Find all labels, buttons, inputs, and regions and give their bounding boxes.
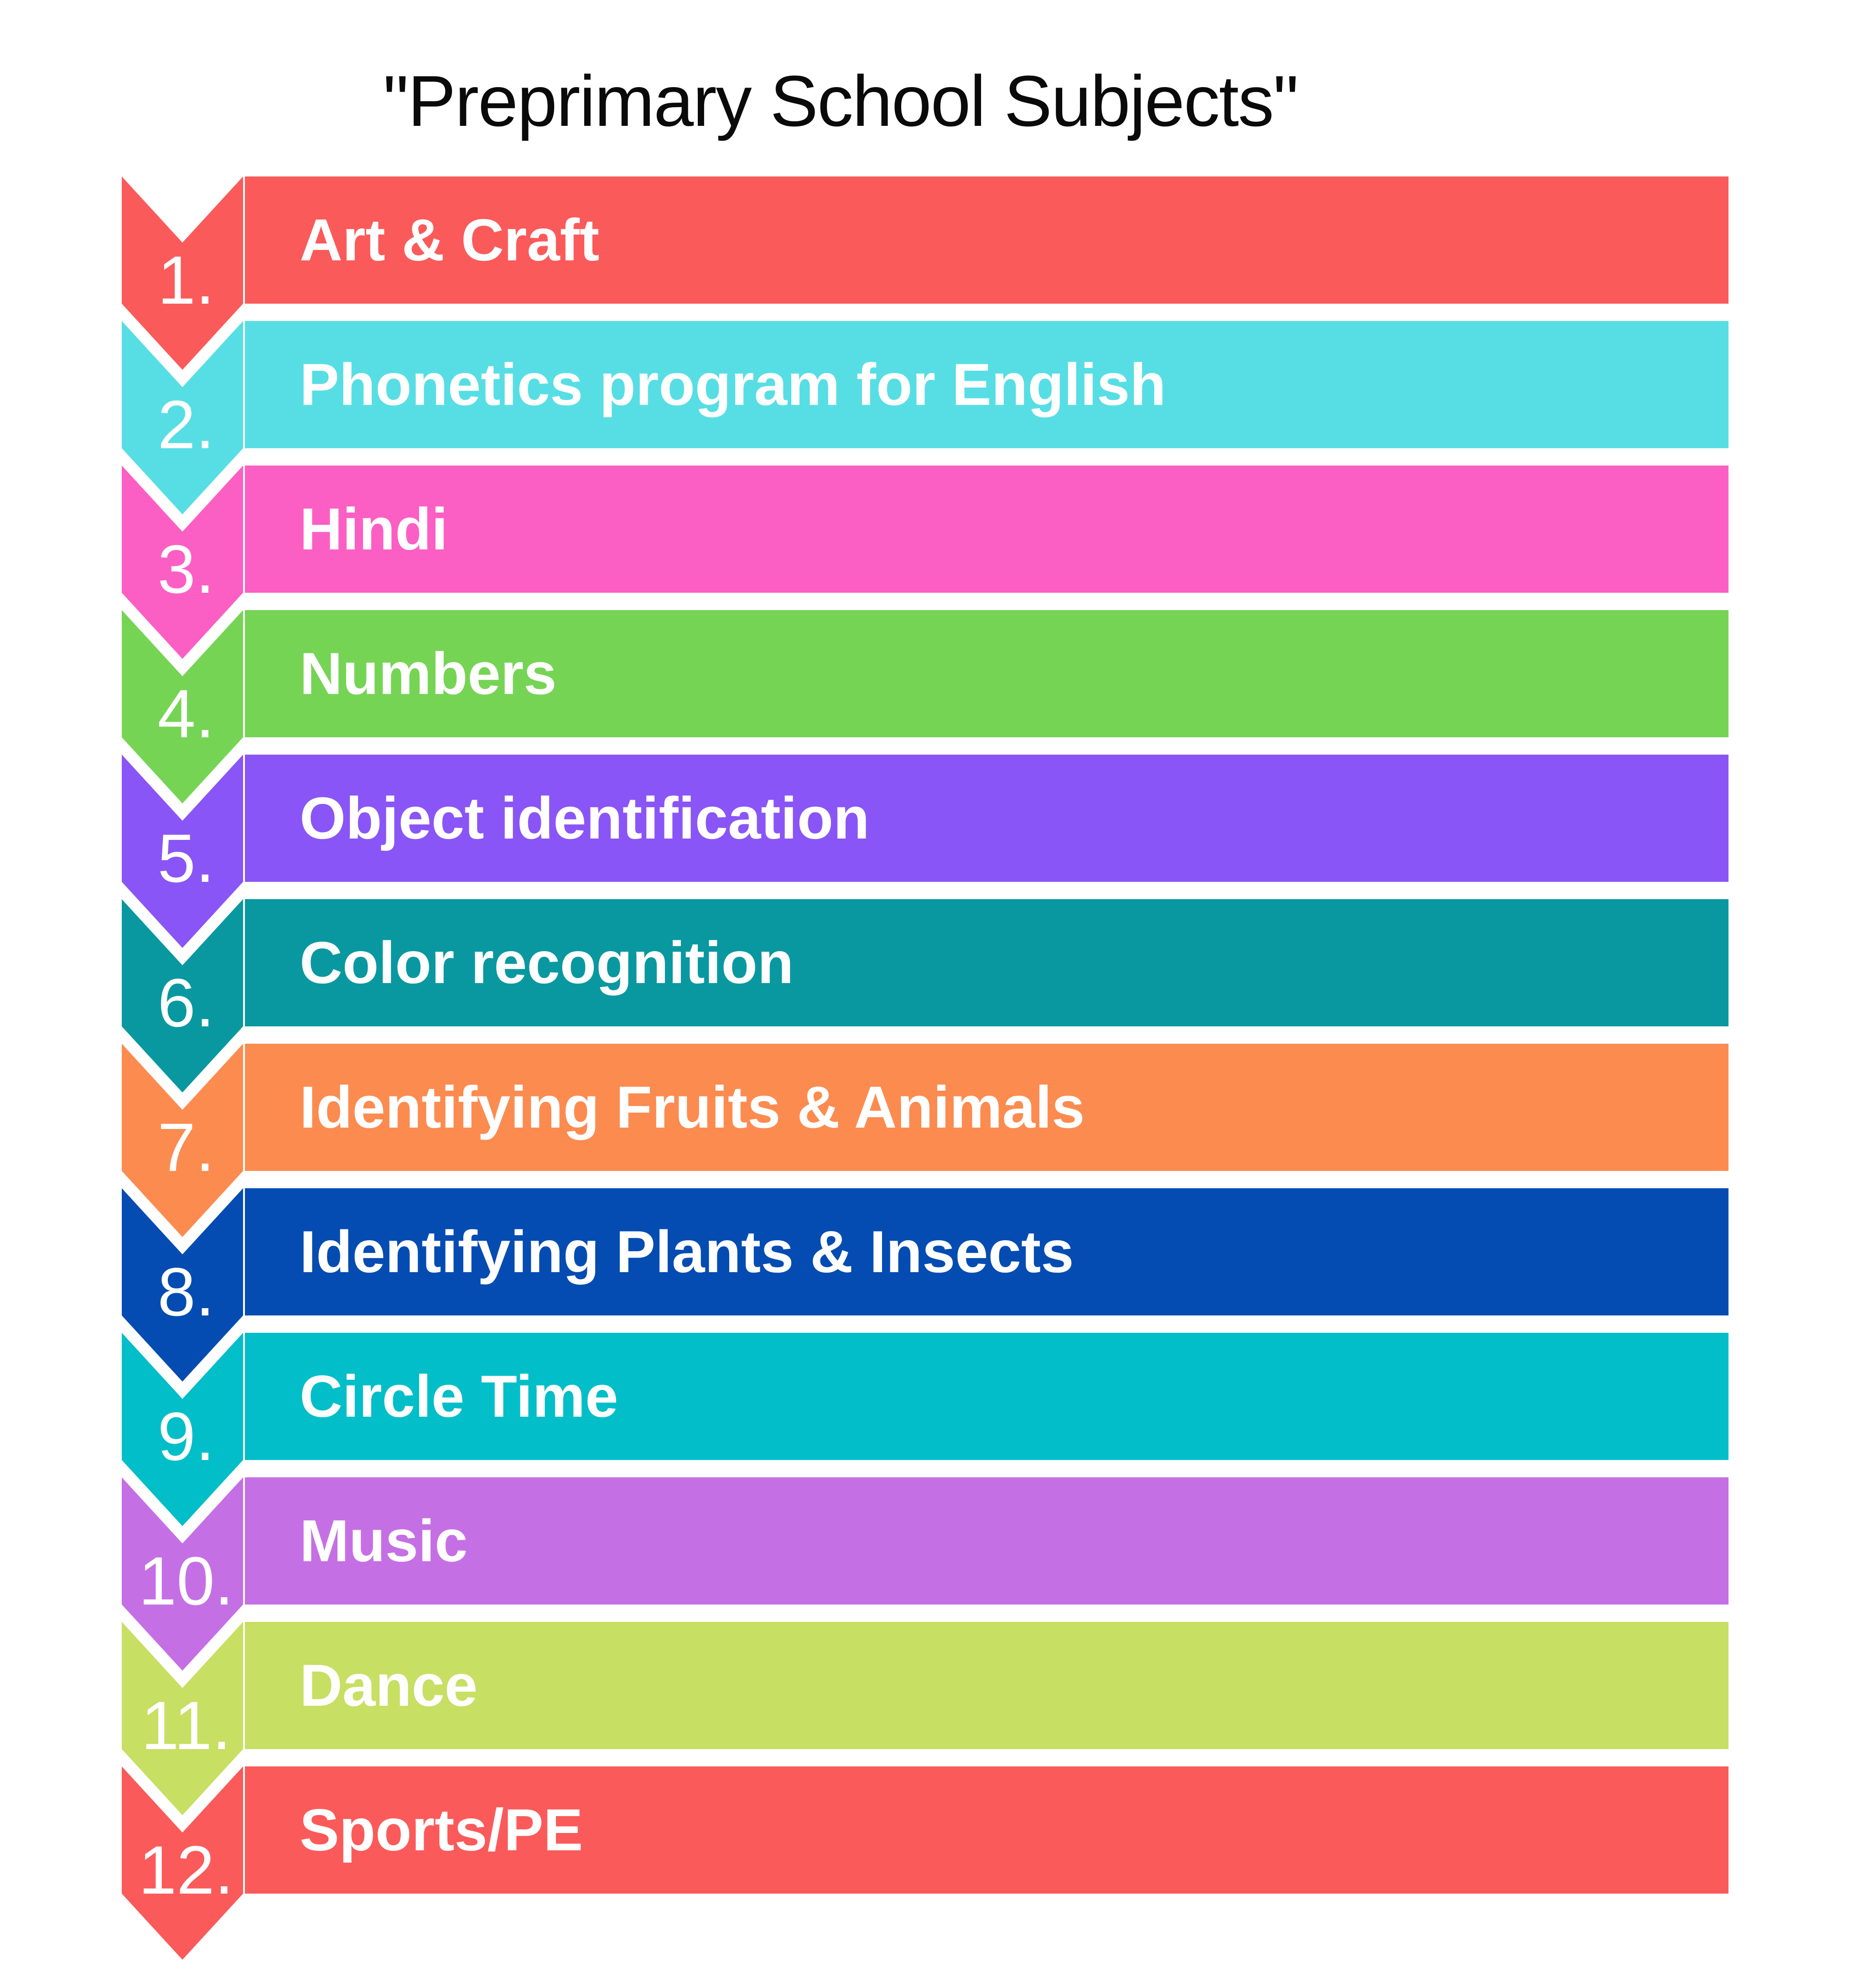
- subject-bar: [245, 1188, 1728, 1315]
- item-number: 5.: [157, 820, 215, 896]
- item-number: 2.: [157, 386, 215, 463]
- subject-bar: [245, 321, 1728, 448]
- subject-label: Identifying Fruits & Animals: [300, 1074, 1085, 1140]
- subject-bar: [245, 1477, 1728, 1605]
- subject-bar: [245, 1044, 1728, 1171]
- subject-bar: [245, 610, 1728, 737]
- subject-bar: [245, 1766, 1728, 1894]
- subject-label: Art & Craft: [300, 207, 600, 273]
- page-title: "Preprimary School Subjects": [383, 61, 1298, 141]
- subject-label: Music: [300, 1507, 468, 1574]
- item-number: 12.: [138, 1832, 234, 1908]
- item-number: 3.: [157, 531, 215, 607]
- subject-label: Phonetics program for English: [300, 351, 1166, 418]
- item-number: 4.: [157, 675, 215, 752]
- item-number: 6.: [157, 964, 215, 1041]
- item-number: 7.: [157, 1109, 215, 1186]
- subject-label: Object identification: [300, 785, 870, 851]
- subject-bar: [245, 176, 1728, 304]
- item-number: 1.: [157, 242, 215, 318]
- item-number: 8.: [157, 1253, 215, 1330]
- item-number: 10.: [138, 1543, 234, 1619]
- subject-bar: [245, 466, 1728, 593]
- subject-bar: [245, 1333, 1728, 1460]
- subject-label: Color recognition: [300, 929, 794, 996]
- subject-label: Numbers: [300, 640, 557, 707]
- subject-label: Circle Time: [300, 1363, 618, 1429]
- subject-bar: [245, 755, 1728, 882]
- subject-label: Identifying Plants & Insects: [300, 1218, 1074, 1285]
- subject-bar: [245, 1622, 1728, 1749]
- subject-label: Dance: [300, 1652, 478, 1719]
- subject-bar: [245, 899, 1728, 1026]
- subject-label: Hindi: [300, 496, 448, 562]
- subject-label: Sports/PE: [300, 1796, 583, 1863]
- item-number: 9.: [157, 1398, 215, 1475]
- item-number: 11.: [141, 1687, 231, 1764]
